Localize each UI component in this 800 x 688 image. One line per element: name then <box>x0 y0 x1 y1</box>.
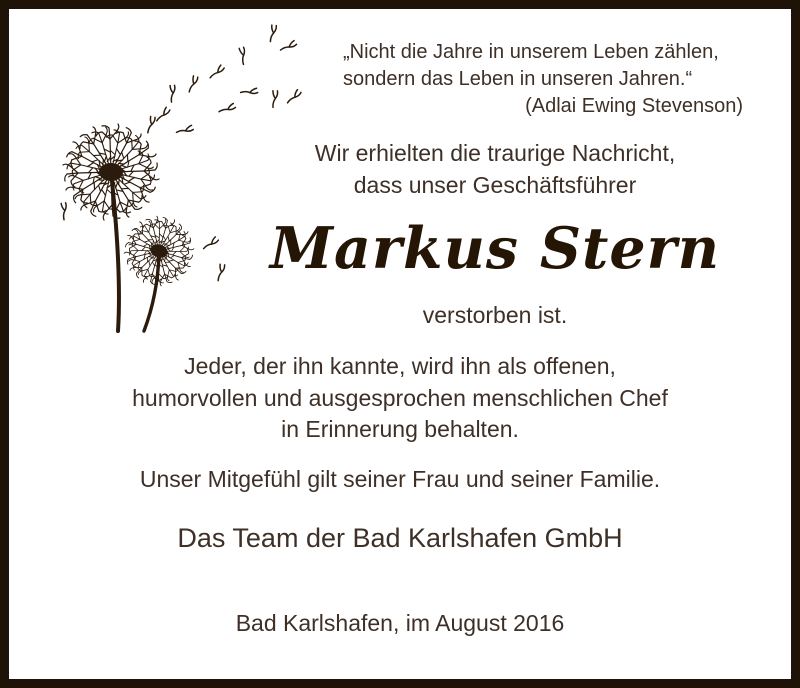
deceased-line: verstorben ist. <box>422 302 568 328</box>
intro-line-1: Wir erhielten die traurige Nachricht, <box>314 140 676 166</box>
tribute-line-1: Jeder, der ihn kannte, wird ihn als offenen, <box>184 353 616 379</box>
deceased-name: Markus Stern <box>269 215 721 282</box>
intro-block <box>199 137 791 201</box>
obituary-canvas <box>9 9 791 679</box>
intro-line-2: dass unser Geschäftsführer <box>353 172 637 198</box>
condolence-line: Unser Mitgefühl gilt seiner Frau und seiner Familie. <box>139 466 661 492</box>
quote-block <box>343 39 751 120</box>
quote-attribution: (Adlai Ewing Stevenson) <box>525 95 743 117</box>
quote-line-2: sondern das Leben in unseren Jahren.“ <box>343 68 693 90</box>
quote-line-1: „Nicht die Jahre in unserem Leben zählen, <box>343 41 719 63</box>
dateline: Bad Karlshafen, im August 2016 <box>235 610 565 636</box>
tribute-block <box>9 351 791 446</box>
tribute-line-3: in Erinnerung behalten. <box>281 416 519 442</box>
signature-line: Das Team der Bad Karlshafen GmbH <box>177 523 623 553</box>
tribute-line-2: humorvollen und ausgesprochen menschlichen Chef <box>132 384 668 411</box>
